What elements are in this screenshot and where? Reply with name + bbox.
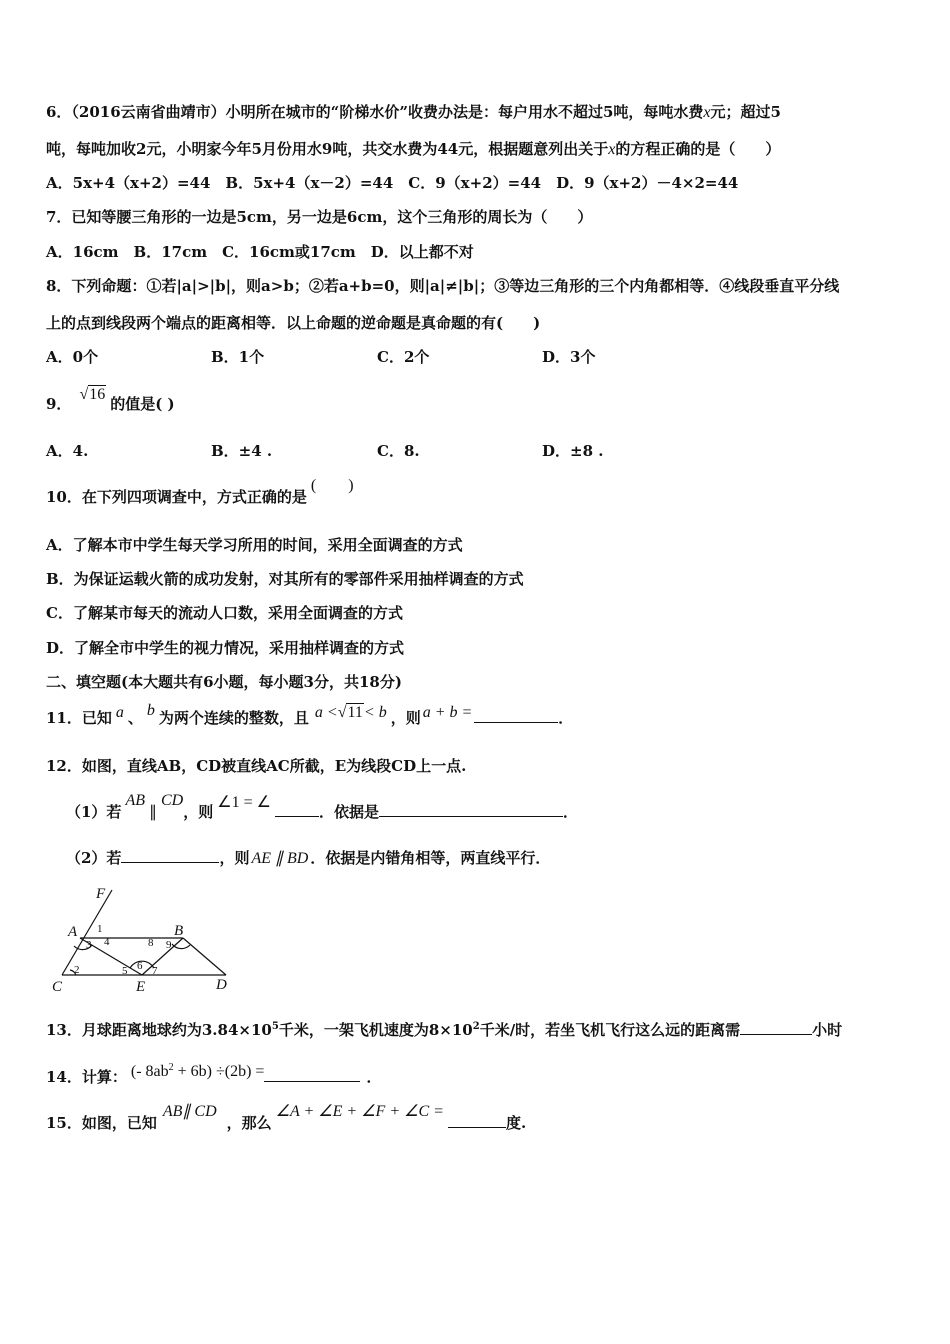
- q15-answer-blank[interactable]: [448, 1113, 506, 1128]
- q11-answer-blank[interactable]: [474, 708, 558, 723]
- q9-option-a: A．4.: [46, 442, 89, 460]
- geometry-figure: [46, 884, 236, 996]
- q8-option-d: D．3个: [542, 348, 596, 366]
- angle-7: 7: [152, 965, 158, 977]
- q9-stem: 9．√16的值是( ): [46, 386, 175, 413]
- angle-6: 6: [137, 960, 143, 972]
- q13-answer-blank[interactable]: [740, 1020, 812, 1035]
- q10-option-a: A．了解本市中学生每天学习所用的时间，采用全面调查的方式: [46, 536, 463, 554]
- label-c: C: [52, 979, 63, 995]
- section-heading: 二、填空题(本大题共有6小题，每小题3分，共18分): [46, 673, 402, 691]
- q12-stem: 12．如图，直线AB，CD被直线AC所截，E为线段CD上一点.: [46, 757, 467, 775]
- label-f: F: [96, 886, 106, 902]
- angle-5: 5: [122, 965, 128, 977]
- angle-1: 1: [97, 923, 103, 935]
- q6-options: A．5x+4（x+2）=44 B．5x+4（x－2）=44 C．9（x+2）=44 D．9（x+2）－4×2=44: [46, 174, 739, 192]
- q7-options: A．16cm B．17cm C．16cm或17cm D．以上都不对: [46, 243, 474, 261]
- q12-basis-blank[interactable]: [379, 802, 563, 817]
- q9-option-b: B．±4 .: [211, 442, 273, 460]
- angle-8: 8: [148, 937, 154, 949]
- q13-stem: 13．月球距离地球约为$3.84\times 10^5$千米，一架飞机速度为$8\times 10^2$千米/时，若坐飞机飞行这么远的距离需 小时: [46, 1021, 843, 1039]
- q14-answer-blank[interactable]: [264, 1067, 360, 1082]
- q11-stem: 11．已知 a 、 b 为两个连续的整数，且 a <√11< b ，则 a + b = ．: [46, 702, 574, 727]
- q10-option-b: B．为保证运载火箭的成功发射，对其所有的零部件采用抽样调查的方式: [46, 570, 524, 588]
- q8-option-c: C．2个: [377, 348, 430, 366]
- label-a: A: [68, 924, 78, 940]
- q14-stem: 14．计算： (- $8ab^2 + 6b) \div(2b)$ = ．: [46, 1062, 382, 1086]
- label-e: E: [136, 979, 146, 995]
- q7-stem: 7．已知等腰三角形的一边是5cm，另一边是6cm，这个三角形的周长为（ ）: [46, 208, 593, 226]
- q12-part2: （2）若 ，则 AE ∥ BD ．依据是内错角相等，两直线平行．: [66, 849, 551, 867]
- q10-option-d: D．了解全市中学生的视力情况，采用抽样调查的方式: [46, 639, 405, 657]
- q12-part1: （1）若AB∥CD，则∠1 = ∠．依据是 ．: [66, 792, 578, 821]
- q15-stem: 15．如图，已知AB∥ CD，那么∠A + ∠E + ∠F + ∠C =度.: [46, 1103, 527, 1132]
- q6-line1: 6．（2016云南省曲靖市）小明所在城市的“阶梯水价”收费办法是：每户用水不超过5吨，每吨水费x元；超过5: [46, 103, 781, 121]
- angle-3: 3: [86, 939, 92, 951]
- q8-line1: 8．下列命题：①若|a|>|b|，则a>b；②若a+b=0，则|a|≠|b|；③等边三角形的三个内角都相等．④线段垂直平分线: [46, 277, 840, 295]
- q10-stem: 10．在下列四项调查中，方式正确的是( ): [46, 477, 354, 506]
- angle-4: 4: [104, 936, 110, 948]
- line-bd: [183, 938, 226, 975]
- q9-option-c: C．8.: [377, 442, 420, 460]
- q10-option-c: C．了解某市每天的流动人口数，采用全面调查的方式: [46, 604, 403, 622]
- q8-line2: 上的点到线段两个端点的距离相等．以上命题的逆命题是真命题的有( ): [46, 314, 541, 332]
- angle-9: 9: [166, 939, 172, 951]
- label-b: B: [174, 923, 184, 939]
- q12-angle-blank[interactable]: [275, 802, 319, 817]
- q9-option-d: D．±8 .: [542, 442, 604, 460]
- q12-condition-blank[interactable]: [121, 848, 219, 863]
- q8-option-a: A．0个: [46, 348, 99, 366]
- label-d: D: [216, 977, 227, 993]
- q8-option-b: B．1个: [211, 348, 265, 366]
- q6-line2: 吨，每吨加收2元，小明家今年5月份用水9吨，共交水费为44元，根据题意列出关于x的方程正确的是（ ）: [46, 140, 781, 158]
- angle-2: 2: [74, 964, 80, 976]
